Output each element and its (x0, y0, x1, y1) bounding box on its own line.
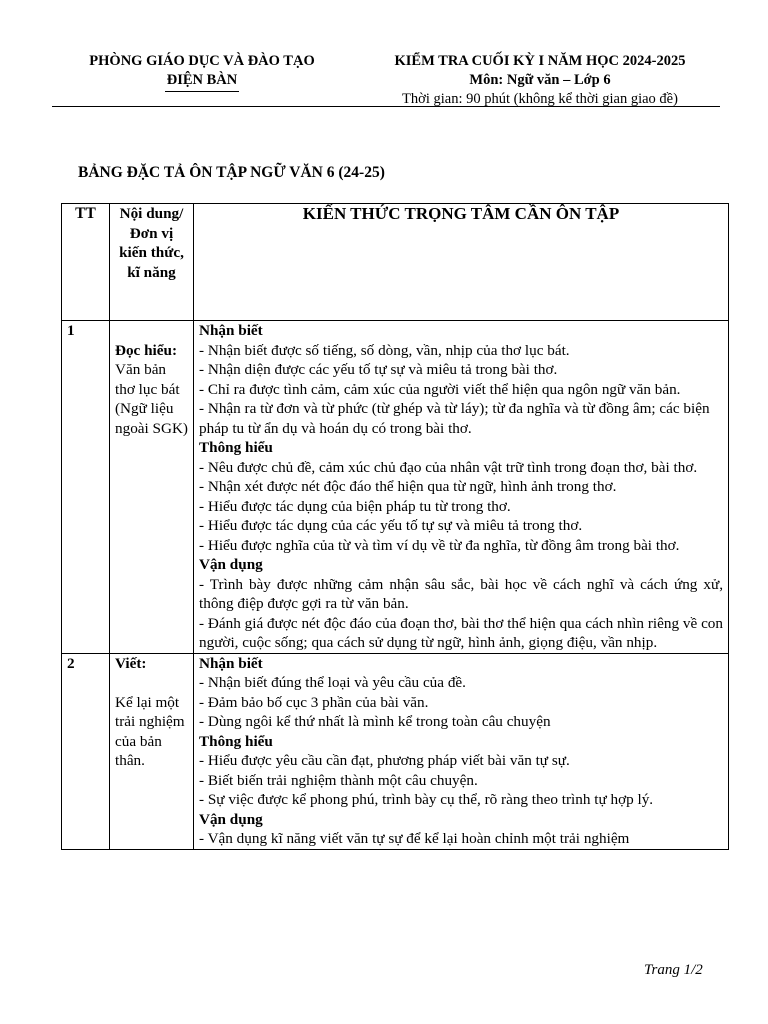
header-divider (52, 106, 720, 107)
list-item: - Nhận biết đúng thể loại và yêu cầu của đề. (199, 674, 466, 691)
topic-name: Đọc hiểu: (115, 341, 178, 359)
list-item: - Nhận diện được các yếu tố tự sự và miêu tả trong bài thơ. (199, 361, 558, 378)
table-row (62, 321, 729, 654)
level-heading: Thông hiểu (199, 439, 273, 456)
list-item: - Hiểu được tác dụng của biện pháp tu từ trong thơ. (199, 497, 511, 515)
header-exam-info (350, 52, 730, 109)
row-topic (110, 653, 194, 849)
list-item: - Hiểu được nghĩa của từ và tìm ví dụ về từ đa nghĩa, từ đồng âm trong bài thơ. (199, 536, 680, 554)
org-line-2: ĐIỆN BÀN (165, 71, 240, 92)
table-header-row (62, 204, 729, 321)
list-item: - Nhận xét được nét độc đáo thể hiện qua từ ngữ, hình ảnh trong thơ. (199, 478, 617, 495)
header-content-unit: Nội dung/ Đơn vị kiến thức, kĩ năng (110, 204, 194, 321)
list-item: - Dùng ngôi kể thứ nhất là mình kể trong toàn câu chuyện (199, 713, 551, 730)
list-item: - Trình bày được những cảm nhận sâu sắc, bài học về cách nghĩ và cách ứng xử, thông điệp được gợi ra từ văn bản. (199, 575, 723, 612)
list-item: - Sự việc được kể phong phú, trình bày cụ thể, rõ ràng theo trình tự hợp lý. (199, 791, 654, 808)
specification-table (61, 203, 729, 850)
list-item: - Vận dụng kĩ năng viết văn tự sự để kể lại hoàn chỉnh một trải nghiệm (199, 830, 630, 847)
list-item: - Đảm bảo bố cục 3 phần của bài văn. (199, 693, 429, 711)
level-heading: Nhận biết (199, 322, 263, 339)
exam-time: Thời gian: 90 phút (không kể thời gian giao đề) (402, 91, 678, 107)
level-heading: Nhận biết (199, 654, 263, 672)
row-number: 2 (62, 653, 110, 849)
list-item: - Biết biến trải nghiệm thành một câu chuyện. (199, 771, 478, 789)
header-tt: TT (62, 204, 110, 321)
level-heading: Vận dụng (199, 556, 263, 573)
list-item: - Đánh giá được nét độc đáo của đoạn thơ, bài thơ thể hiện qua cách nhìn riêng về con người, cuộc sống; qua cách sử dụng từ ngữ, hình ảnh, giọng điệu, vần nhịp. (199, 614, 723, 651)
table-row (62, 653, 729, 849)
document-title: BẢNG ĐẶC TẢ ÔN TẬP NGỮ VĂN 6 (24-25) (78, 164, 385, 181)
row-number: 1 (62, 321, 110, 654)
list-item: - Nhận biết được số tiếng, số dòng, vần, nhịp của thơ lục bát. (199, 341, 570, 359)
list-item: - Hiểu được yêu cầu cần đạt, phương pháp viết bài văn tự sự. (199, 752, 570, 769)
row-knowledge (194, 321, 729, 654)
list-item: - Nhận ra từ đơn và từ phức (từ ghép và từ láy); từ đa nghĩa và từ đồng âm; các biện pháp tu từ ẩn dụ và hoán dụ có trong bài thơ. (199, 400, 710, 437)
list-item: - Nêu được chủ đề, cảm xúc chủ đạo của nhân vật trữ tình trong đoạn thơ, bài thơ. (199, 458, 698, 476)
level-heading: Thông hiểu (199, 732, 273, 750)
topic-description: Kể lại một trải nghiệm của bản thân. (115, 693, 185, 769)
level-heading: Vận dụng (199, 810, 263, 828)
row-knowledge (194, 653, 729, 849)
exam-subject: Môn: Ngữ văn – Lớp 6 (469, 72, 611, 88)
header-knowledge: KIẾN THỨC TRỌNG TÂM CẦN ÔN TẬP (194, 204, 729, 321)
row-topic (110, 321, 194, 654)
topic-name: Viết: (115, 654, 147, 672)
topic-description: Văn bản thơ lục bát (Ngữ liệu ngoài SGK) (115, 361, 188, 437)
header-organization (60, 52, 344, 92)
exam-title: KIỂM TRA CUỐI KỲ I NĂM HỌC 2024-2025 (394, 53, 686, 69)
list-item: - Chỉ ra được tình cảm, cảm xúc của người viết thể hiện qua ngôn ngữ văn bản. (199, 380, 681, 398)
page-number: Trang 1/2 (644, 962, 703, 978)
org-line-1: PHÒNG GIÁO DỤC VÀ ĐÀO TẠO (89, 53, 315, 69)
list-item: - Hiểu được tác dụng của các yếu tố tự sự và miêu tả trong thơ. (199, 517, 583, 534)
